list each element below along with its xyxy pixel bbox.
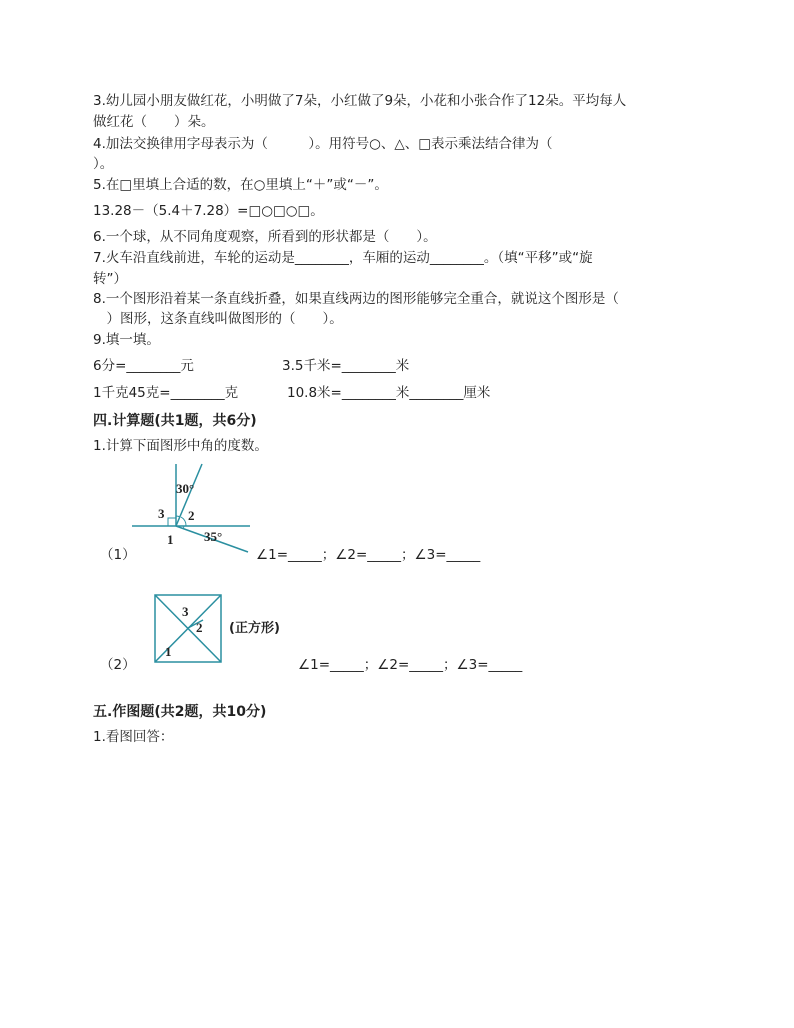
question-5-line-1: 5.在□里填上合适的数，在○里填上“＋”或“－”。 (93, 177, 388, 193)
figure-1-label-3: 3 (158, 506, 165, 521)
figure-2-number: （2） (100, 657, 136, 673)
figure-2-label-2: 2 (196, 620, 203, 635)
question-9-item-b: 3.5千米=________米 (282, 358, 410, 374)
figure-1-label-2: 2 (188, 508, 195, 523)
section-4-heading: 四.计算题(共1题，共6分) (93, 413, 257, 429)
figure-2-caption: (正方形) (229, 621, 280, 636)
figure-1-answer: ∠1=_____；∠2=_____；∠3=_____ (256, 547, 481, 563)
section-4-question-1: 1.计算下面图形中角的度数。 (93, 438, 268, 454)
question-4-line-1: 4.加法交换律用字母表示为（ ）。用符号○、△、□表示乘法结合律为（ (93, 136, 553, 152)
figure-1-angle-diagram (130, 462, 252, 558)
question-9-item-a: 6分=________元 (93, 358, 194, 374)
figure-2-label-3: 3 (182, 604, 189, 619)
figure-2-label-1: 1 (165, 644, 172, 659)
figure-1-right-angle-mark (168, 518, 176, 526)
question-8-line-1: 8.一个图形沿着某一条直线折叠，如果直线两边的图形能够完全重合，就说这个图形是（ (93, 291, 619, 307)
figure-2-answer: ∠1=_____；∠2=_____；∠3=_____ (298, 657, 523, 673)
figure-1-number: （1） (100, 547, 136, 563)
figure-1-arc-2 (181, 517, 186, 526)
section-5-question-1: 1.看图回答： (93, 729, 174, 745)
question-5-line-2: 13.28－（5.4＋7.28）=□○□○□。 (93, 203, 324, 219)
question-3-line-1: 3.幼儿园小朋友做红花，小明做了7朵，小红做了9朵，小花和小张合作了12朵。平均每人 (93, 93, 627, 109)
question-9-item-d: 10.8米=________米________厘米 (287, 385, 491, 401)
question-7-line-2: 转”） (93, 271, 127, 287)
question-8-line-2: ）图形，这条直线叫做图形的（ ）。 (93, 311, 343, 327)
figure-1-label-1: 1 (167, 532, 174, 547)
question-4-line-2: ）。 (93, 156, 114, 172)
question-6: 6.一个球，从不同角度观察，所看到的形状都是（ ）。 (93, 229, 437, 245)
section-5-heading: 五.作图题(共2题，共10分) (93, 704, 267, 720)
question-9-item-c: 1千克45克=________克 (93, 385, 239, 401)
question-3-line-2: 做红花（ ）朵。 (93, 114, 215, 130)
figure-2-square-diagram (143, 590, 303, 666)
figure-1-angle-right-label: 35° (204, 529, 223, 544)
question-7-line-1: 7.火车沿直线前进，车轮的运动是________，车厢的运动________。（填“平移”或“旋 (93, 250, 593, 266)
question-9: 9.填一填。 (93, 332, 160, 348)
figure-1-angle-top-label: 30° (176, 481, 195, 496)
